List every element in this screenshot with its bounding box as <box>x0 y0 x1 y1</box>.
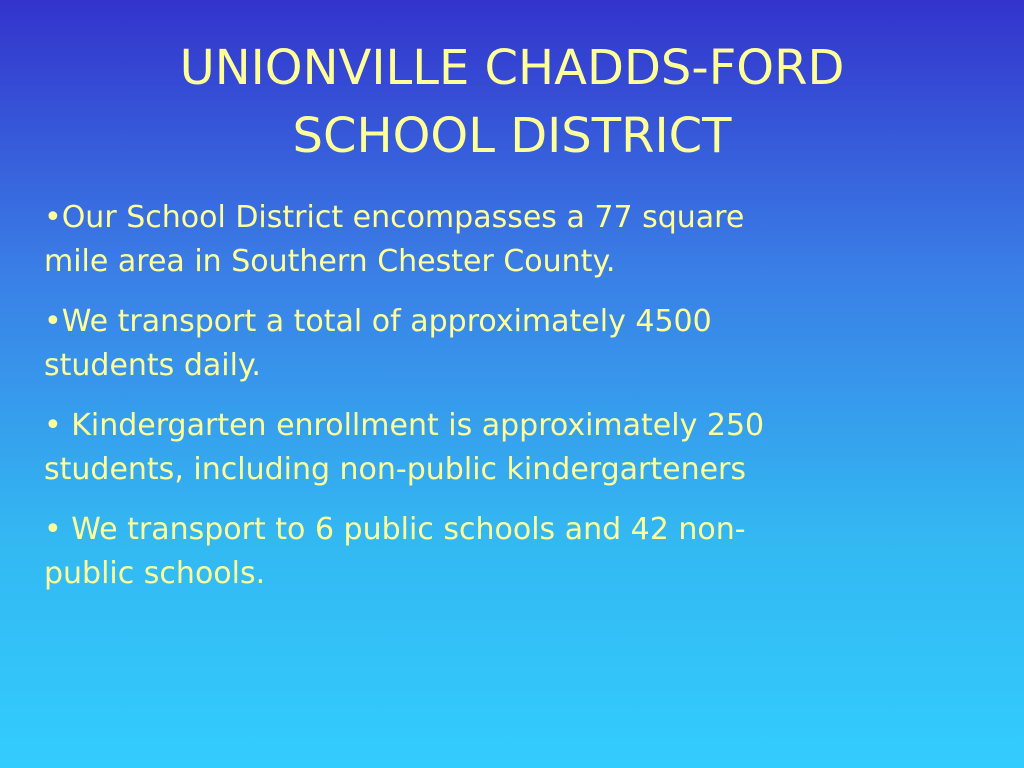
bullet-item <box>44 300 944 388</box>
slide-title <box>0 34 1024 170</box>
bullet-line: •We transport a total of approximately 4500 <box>44 304 712 339</box>
title-line-1: UNIONVILLE CHADDS-FORD <box>179 40 845 96</box>
title-line-2: SCHOOL DISTRICT <box>292 108 732 164</box>
bullet-line: students daily. <box>44 348 261 383</box>
bullet-list <box>44 196 944 612</box>
bullet-line: • Kindergarten enrollment is approximately 250 <box>44 408 765 443</box>
bullet-line: •Our School District encompasses a 77 square <box>44 200 745 235</box>
bullet-line: • We transport to 6 public schools and 42 non- <box>44 512 746 547</box>
bullet-item <box>44 508 944 596</box>
bullet-item <box>44 404 944 492</box>
bullet-line: students, including non-public kindergarteners <box>44 452 746 487</box>
bullet-line: mile area in Southern Chester County. <box>44 244 616 279</box>
bullet-item <box>44 196 944 284</box>
bullet-line: public schools. <box>44 556 266 591</box>
